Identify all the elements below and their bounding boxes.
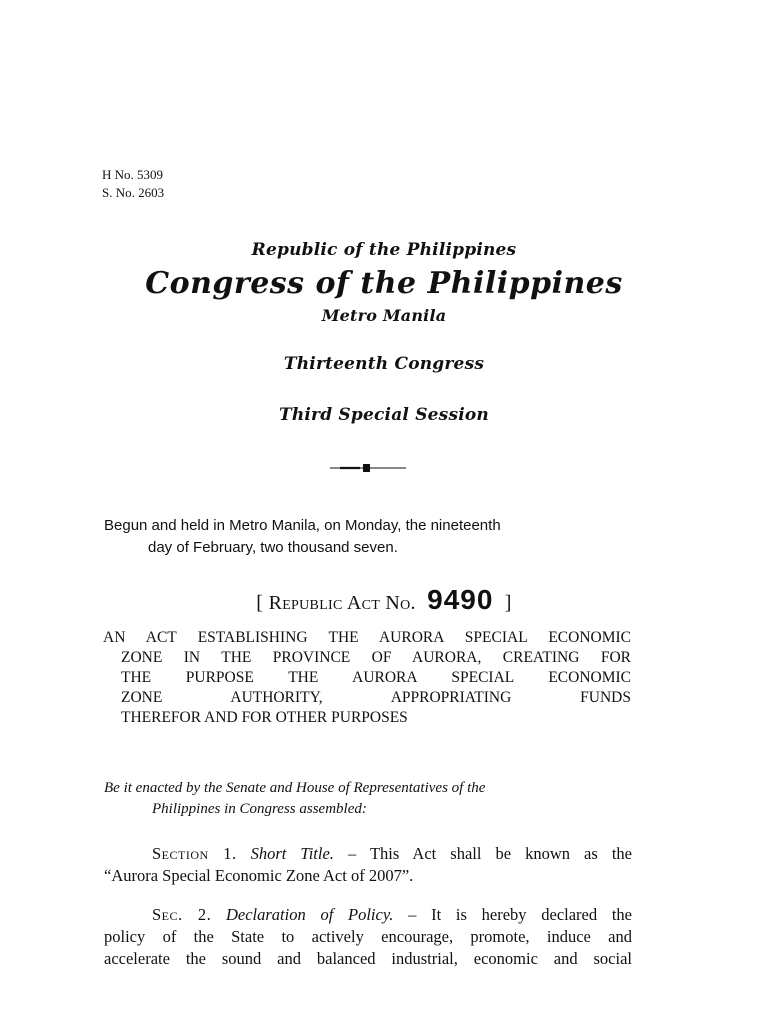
- act-label: Republic Act No.: [268, 592, 416, 614]
- title-line: THEREFOR AND FOR OTHER PURPOSES: [121, 709, 408, 726]
- section-2-line-1: [104, 904, 632, 926]
- section-text: – This Act shall be known as the: [333, 844, 632, 863]
- section-heading: Short Title.: [250, 844, 334, 863]
- begun-line-2: day of February, two thousand seven.: [148, 539, 398, 556]
- title-line: AN ACT ESTABLISHING THE AURORA SPECIAL ECONOMIC: [103, 629, 631, 646]
- republic-heading: Republic of the Philippines: [251, 240, 517, 260]
- open-bracket: [: [256, 592, 264, 614]
- section-heading: Declaration of Policy.: [225, 905, 394, 924]
- begun-statement: [104, 515, 644, 559]
- session-heading: Third Special Session: [278, 405, 489, 425]
- section-1: [104, 843, 632, 887]
- section-1-line-1: [104, 843, 632, 865]
- enacting-line-2: Philippines in Congress assembled:: [152, 801, 367, 817]
- ornamental-rule-icon: [330, 462, 406, 474]
- section-2-line-3: accelerate the sound and balanced industrial, economic and social: [104, 949, 632, 968]
- act-title: [103, 628, 631, 728]
- congress-heading: Congress of the Philippines: [145, 266, 623, 301]
- title-line: ZONE IN THE PROVINCE OF AURORA, CREATING FOR: [121, 649, 631, 666]
- section-2-line-2: policy of the State to actively encourage, promote, induce and: [104, 927, 632, 946]
- act-number: 9490: [427, 584, 494, 615]
- close-bracket: ]: [504, 592, 512, 614]
- section-label: Section 1.: [152, 844, 237, 863]
- title-line: ZONE AUTHORITY, APPROPRIATING FUNDS: [121, 689, 631, 706]
- section-1-line-2: “Aurora Special Economic Zone Act of 2007”.: [104, 866, 414, 885]
- city-heading: Metro Manila: [321, 306, 447, 325]
- republic-act-label: [0, 584, 768, 616]
- enacting-line-1: Be it enacted by the Senate and House of Representatives of the: [104, 780, 486, 796]
- senate-bill-number: S. No. 2603: [102, 185, 165, 200]
- section-2: [104, 904, 632, 970]
- section-label: Sec. 2.: [152, 905, 212, 924]
- congress-number-heading: Thirteenth Congress: [283, 354, 485, 374]
- title-line: THE PURPOSE THE AURORA SPECIAL ECONOMIC: [121, 669, 631, 686]
- enacting-clause: [104, 778, 634, 820]
- begun-line-1: Begun and held in Metro Manila, on Monday, the nineteenth: [104, 517, 501, 534]
- section-text: – It is hereby declared the: [393, 905, 633, 924]
- house-bill-number: H No. 5309: [102, 167, 164, 182]
